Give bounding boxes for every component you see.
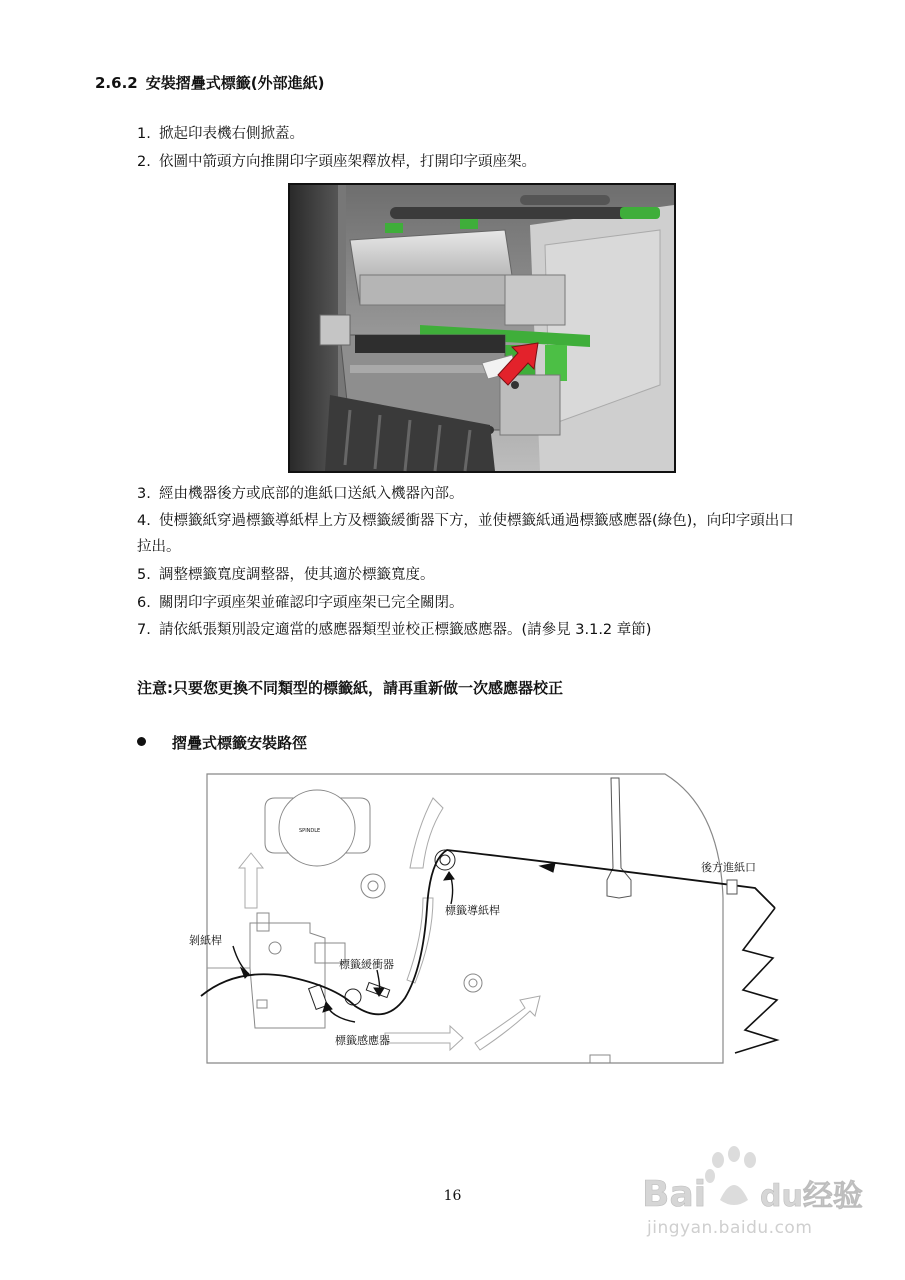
printer-photo: [288, 183, 676, 473]
watermark-url: jingyan.baidu.com: [647, 1218, 813, 1238]
bullet-heading: [137, 732, 307, 753]
step-text: 使標籤紙穿過標籤導紙桿上方及標籤緩衝器下方，並使標籤紙通過標籤感應器(綠色)，向印字頭出口拉出。: [137, 513, 794, 555]
step-number: 3.: [137, 486, 151, 502]
filled-circle-icon: [137, 737, 146, 746]
step-number: 5.: [137, 567, 151, 583]
step-text: 依圖中箭頭方向推開印字頭座架釋放桿，打開印字頭座架。: [159, 154, 536, 170]
rear-feed-label: 後方進紙口: [701, 861, 756, 874]
step-item: [137, 508, 797, 560]
step-number: 1.: [137, 126, 151, 142]
step-text: 掀起印表機右側掀蓋。: [159, 126, 304, 142]
section-heading: [95, 72, 324, 93]
spindle-label: SPINDLE: [299, 828, 321, 834]
step-number: 7.: [137, 622, 151, 638]
step-item: [137, 596, 464, 611]
step-number: 4.: [137, 513, 151, 529]
svg-text:du经验: du经验: [760, 1179, 863, 1214]
page-number: 16: [443, 1188, 462, 1204]
calibration-note: 注意:只要您更換不同類型的標籤紙，請再重新做一次感應器校正: [137, 679, 564, 697]
section-number: 2.6.2: [95, 74, 138, 92]
svg-text:Bai: Bai: [642, 1174, 707, 1215]
peel-bar-label: 剝紙桿: [189, 934, 222, 947]
supply-spindle: [265, 790, 370, 866]
section-title: 安裝摺疊式標籤(外部進紙): [145, 74, 325, 92]
step-text: 請依紙張類別設定適當的感應器類型並校正標籤感應器。(請參見 3.1.2 章節): [159, 622, 652, 638]
guide-bar-label: 標籤導紙桿: [445, 904, 500, 917]
step-item: [137, 155, 536, 170]
step-item: [137, 623, 651, 638]
step-number: 2.: [137, 154, 151, 170]
step-item: [137, 127, 304, 142]
step-item: [137, 487, 464, 502]
step-text: 經由機器後方或底部的進紙口送紙入機器內部。: [159, 486, 464, 502]
sensor-label: 標籤感應器: [335, 1034, 390, 1047]
step-text: 關閉印字頭座架並確認印字頭座架已完全關閉。: [159, 595, 464, 611]
damper-label: 標籤緩衝器: [339, 958, 394, 971]
step-number: 6.: [137, 595, 151, 611]
label-path-diagram: [189, 768, 795, 1068]
bullet-text: 摺疊式標籤安裝路徑: [172, 734, 308, 752]
step-item: [137, 568, 435, 583]
step-text: 調整標籤寬度調整器，使其適於標籤寬度。: [159, 567, 435, 583]
